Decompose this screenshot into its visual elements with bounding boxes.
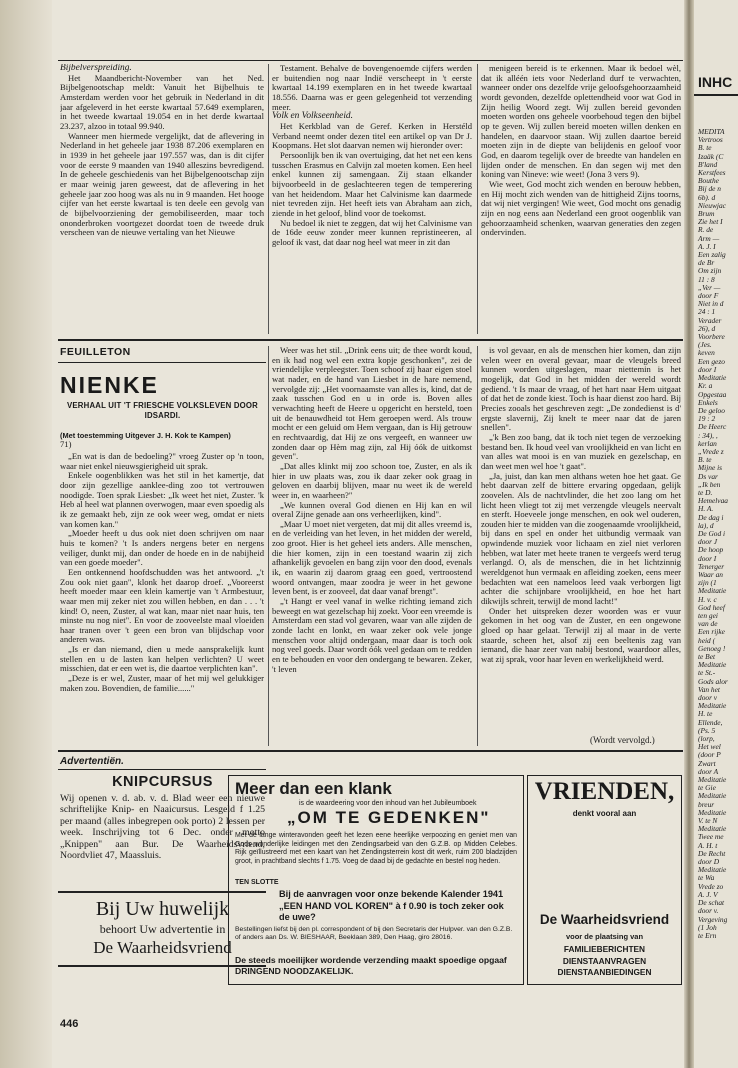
column-divider <box>268 346 269 746</box>
paragraph: is vol gevaar, en als de menschen hier komen, dan zijn velen weer en overal gevaar, maar de vleugels breed kunnen worden uitgeslagen, maar niettemin is het mogelijk, dat God in het midden der wereld wordt gediend. 't Is maar de vraag, of het hart naar Hem uitgaat of dat het de zonde kiest. Toch is haar dienst zoo hard. Bij Precies zooals het geschreven zegt: „De zondedienst is d' ergste slavernij, Zij knelt te meer naar dat de jaren snellen". <box>481 346 681 433</box>
klank-footer: De steeds moeilijker wordende verzending maakt spoedige opgaaf DRINGEND NOODZAKELIJK. <box>235 955 507 976</box>
next-page-index-line: (Ps. 5 <box>698 725 716 735</box>
feuilleton-column-2 <box>272 346 472 746</box>
feuilleton-column-1 <box>60 452 264 747</box>
klank-slot: TEN SLOTTE <box>235 879 279 886</box>
next-page-index-line: De geloo <box>698 405 725 415</box>
knipcursus-title: KNIPCURSUS <box>112 774 213 790</box>
vrienden-sub: denkt vooral aan <box>572 809 637 818</box>
next-page-index-line: Verader <box>698 315 722 325</box>
next-page-index-line: te Bet <box>698 652 716 661</box>
next-page-index-line: breur <box>698 799 715 809</box>
next-page-index-line: Hemelvaa <box>698 496 728 506</box>
vrienden-item: FAMILIEBERICHTEN <box>563 944 646 954</box>
paragraph: „Moeder heeft u dus ook niet doen schrijven om naar huis te komen? 't Is anders nergens beter en nergens veiliger, dunkt mij, dan onder de hoede en in de nabijheid van een goede moeder". <box>60 528 264 568</box>
next-page-index-line: Tenerger <box>698 561 725 571</box>
next-page-index-line: Bouthe <box>698 176 719 186</box>
feuilleton-label-underline <box>58 362 266 363</box>
next-page-index-line: Waar an <box>698 569 723 579</box>
next-page-index-line: A. H. t <box>698 840 718 850</box>
paragraph: „Dat alles klinkt mij zoo schoon toe, Zuster, en als ik hier in uw plaats was, zou ik daar zeker ook graag in geloven en daarbij blijven, maar nu weet ik de wereld weer in, en waarheen?" <box>272 460 472 500</box>
next-page-index-line: Zwart <box>698 758 716 768</box>
article-heading: Volk en Volkseenheid. <box>272 111 353 122</box>
ads-label-underline <box>58 769 266 770</box>
column-divider <box>477 64 478 334</box>
paragraph: „'k Ben zoo bang, dat ik toch niet tegen de verzoeking bestand ben. Ik houd veel van vroolijkheid en van licht en van alles wat mooi is en van muziek en gezelschap, en dan weet men wel hoe 't gaat". <box>481 431 681 471</box>
next-page-index-line: Ds var <box>698 471 718 481</box>
next-page-index-line: B. te <box>698 143 712 153</box>
next-page-index-line: Mijne is <box>698 463 723 473</box>
next-page-index <box>694 128 738 1008</box>
next-page-index-line: Meditatie <box>698 791 727 801</box>
next-page-index-line: Twee me <box>698 832 724 842</box>
next-page-index-line: Izaäk (C <box>698 151 724 161</box>
next-page-index-line: 19 : 2 <box>698 414 716 424</box>
next-page-index-line: van de <box>698 619 718 629</box>
next-page-index-line: 11 : 8 <box>698 274 715 284</box>
next-page-index-line: (Jes. <box>698 340 712 350</box>
paragraph: Weer was het stil. „Drink eens uit; de thee wordt koud, en ik had nog wel een extra kopje geschonken", zei de vriendelijke verpleegster. Toen schoof zij haar eigen stoel wat nader, en de hand van Liesbet in de hare nemend, vervolgde zij: „Het voornaamste van alles is, kind, dat de zaak tusschen God en u in orde is. Boven alles verwachting heeft de Heere u opgericht en hersteld, toen uit de benauwdheid tot Hem geroepen werd. Als trouw mocht er een geluid om Hem vergaan, dan is Hij getrouw en rechtvaardig, dat Hij ze ons vergeeft, en wanneer uw zonden daar op Hèm mag zijn, zal Hij óók de uitkomst geven". <box>272 346 472 462</box>
paragraph: Nu bedoel ik niet te zeggen, dat wij het Calvinisme van de 16de eeuw zonder meer kunnen repristineeren, al geloof ik vast, dat daar nog heel wat meer in zit dan <box>272 217 472 247</box>
klank-body1: Met de lange winteravonden geeft het lezen eene heerlijke verpoozing en geniet men van Gods wonderlijke leidingen met den Zendingsarbeid van den G.Z.B. op Midden Celebes. Rijk geïllustreerd met een kaart van het Zendingsterrein kost dit werk, ruim 200 bladzijden groot, in prachtband slechts f 1.75. Voeg de daad bij de gedachte en bestel nog heden. <box>235 832 517 865</box>
next-page-index-line: Ellende, <box>698 717 723 727</box>
page-fold <box>684 0 694 1068</box>
feuilleton-label: FEUILLETON <box>60 346 131 358</box>
next-page-index-line: 24 : 1 <box>698 307 716 317</box>
huwelijk-line1: Bij Uw huwelijk <box>95 898 230 920</box>
next-page-index-line: 26), d <box>698 323 716 333</box>
next-page-index-line: Brum <box>698 209 715 219</box>
ads-rule <box>58 750 683 752</box>
paragraph: Een ontkennend hoofdschudden was het antwoord. „'t Zou ook niet gaan", klonk het daarop droef. „Vooreerst heeft moeder maar een klein kamertje van 't Armbestuur, waar men mij zeker niet zou willen hebben, en dan . . . 't kind! O, neen, Zuster, al wat kan, maar niet naar huis, ten minste nu nog niet". En voor de zooveelste maal vloeiden haar tranen over 't geen een bron van blijdschap voor anderen was. <box>60 566 264 645</box>
next-page-index-line: Meditatie <box>698 373 727 383</box>
article-heading: Bijbelverspreiding. <box>60 64 132 73</box>
klank-title: Meer dan een klank <box>235 779 392 798</box>
vrienden-item: DIENSTAANVRAGEN <box>562 955 647 966</box>
column-divider <box>477 346 478 746</box>
next-page-index-line: keven <box>698 348 715 358</box>
next-page-index-line: Voorbere <box>698 332 725 342</box>
continued-note: (Wordt vervolgd.) <box>590 735 655 745</box>
next-page-index-line: Meditatie <box>698 865 727 875</box>
paragraph: Wie weet, God mocht zich wenden en berouw hebben, en Hij mocht zich wenden van de hittigheid Zijns toorns, dat wij niet vergingen! Wie weet, God mocht ons genadig zijn en nog eens aan Nederland een groot oogenblik van gehoorzaamheid schenken, waarvan generaties den zegen ondervinden. <box>481 178 681 238</box>
vrienden-items <box>528 944 681 979</box>
next-page-index-line: Gods alor <box>698 676 728 686</box>
next-page-index-line: door J <box>698 537 718 547</box>
next-page-index-line: te Wa <box>698 873 715 883</box>
next-page-index-line: door I <box>698 553 717 563</box>
ads-label: Advertentiën. <box>60 756 124 767</box>
next-page-index-line: te Gie <box>698 783 716 793</box>
next-page-index-line: Vrede zo <box>698 881 724 891</box>
next-page-index-line: De schat <box>698 898 725 908</box>
next-page-index-line: B. te <box>698 455 712 465</box>
story-subtitle: VERHAAL UIT 'T FRIESCHE VOLKSLEVEN DOOR IDSARDI. <box>66 401 259 420</box>
paragraph: Persoonlijk ben ik van overtuiging, dat het net een kens tusschen Erasmus en Calvijn zal moeten komen. Een heel enkel kunnen zij samengaan. Zij staan elkander bijvoorbeeld in de geslachteeren tegen de temperering van het heidendom. Maar het Calvinisme kan daarmede niet tevreden zijn. Het heeft iets van Abraham aan zich, ziende in het geloof, blind voor de toekomst. <box>272 149 472 218</box>
next-page-index-line: : 34), , <box>698 430 718 440</box>
next-page-header: INHC <box>698 74 733 90</box>
next-page-index-line: God heef <box>698 602 725 612</box>
story-title: NIENKE <box>60 372 159 398</box>
feuilleton-rule <box>58 339 683 341</box>
next-page-index-line: te St.- <box>698 668 716 678</box>
next-page-index-line: la), d <box>698 520 714 530</box>
next-page-index-line: A. J. V <box>698 889 718 899</box>
next-page-index-line: te D. <box>698 487 713 497</box>
publisher-permission: (Met toestemming Uitgever J. H. Kok te Kampen) <box>60 431 231 440</box>
paragraph: „We kunnen overal God dienen en Hij kan en wil overal Zijne genade aan ons verheerlijken, kind". <box>272 499 472 520</box>
paragraph: „Ja, juist, dan kan men althans weten hoe het gaat. Ge hebt daarvan zelf de bittere ervaring opgedaan, gelijk zoovelen. Als de nachtvlinder, die het zoo lang om het licht heen vliegt tot zij met verzengde vleugels neervalt en sterft. Hoeveele jonge menschen, en ook wel ouderen, zouden hier te midden van die zoogenaamde vroolijkheid, bij dans en spel en onder het uitbundig vermaak van opwindende muziek voor lichaam en ziel niet verloren hebben, wat later met heete tranen te vergeefs werd terug verlangd. O, als de menschen, die in het lichtzinnig wereldgenot hun vermaak en afleiding zoeken, eens meer bedachten wat een nameloos leed vaak verborgen ligt achter die schijnbare vroolijkheid, en hoe het hart dikwijls schreit, terwijl de mond lacht!" <box>481 470 681 607</box>
next-page-index-line: Om zijn <box>698 266 722 276</box>
next-page-index-line: heid ( <box>698 635 716 645</box>
column-divider <box>268 64 269 334</box>
next-page-index-line: (lorp, <box>698 734 715 744</box>
paragraph: „'t Hangt er veel vanaf in welke richting iemand zich beweegt en wat gezelschap hij zoekt. Voor een vreemde is Amsterdam een stad vol gevaren, waar van alle zijden de zonde lacht en lonkt, en waar zeker ook vele jonge menschen voor altijd ondergaan, maar daar is toch ook nog veel goeds. Daar wordt óók veel gedaan om te redden en te behouden en voor den ondergang te bewaren. Zeker, 't leven <box>272 596 472 674</box>
huwelijk-line2: behoort Uw advertentie in <box>99 922 226 936</box>
next-page-index-line: De dag i <box>698 512 724 522</box>
next-page-index-line: Zie het I <box>698 217 723 227</box>
next-page-index-line: B'land <box>698 159 718 169</box>
next-page-index-line: Meditatie <box>698 701 727 711</box>
next-page-index-line: Een gezo <box>698 356 725 366</box>
paragraph: „Deze is er wel, Zuster, maar of het mij wel gelukkiger maken zou. Bovendien, de familie......" <box>60 673 264 693</box>
next-page-index-line: Opgestaa <box>698 389 727 399</box>
next-page-index-line: zijn (1 <box>698 578 717 588</box>
next-page-index-line: Het wel <box>698 742 721 752</box>
next-page-index-line: ten gei <box>698 610 718 620</box>
huwelijk-line3: De Waarheidsvriend <box>93 938 232 957</box>
paragraph: Onder het uitspreken dezer woorden was er vuur gekomen in het oog van de Zuster, en een ongewone gloed op haar gelaat. Terwijl zij al maar in de verte staarde, scheen het, alsof zij een beeltenis zag van iemand, die haar zeer van nabij bestond, waardoor alles, wat zij sprak, voor haar leven en werkelijkheid werd. <box>481 605 681 664</box>
next-page-index-line: „Ik ben <box>698 479 721 489</box>
publisher-note <box>60 431 265 449</box>
paragraph: Het Kerkblad van de Geref. Kerken in Herstéld Verband neemt onder dezen titel een artikel op van Dr J. Koopmans. Het slot daarvan nemen wij hieronder over: <box>272 120 472 151</box>
klank-sub: is de waardeering voor den inhoud van het Jubileumboek <box>299 800 477 807</box>
next-page-index-line: door v <box>698 693 718 703</box>
chapter-number: 71) <box>60 439 72 449</box>
next-page-index-line: Een rijke <box>698 627 725 637</box>
klank-book-title: „OM TE GEDENKEN" <box>287 808 491 827</box>
next-page-index-line: Kerstfees <box>698 168 726 178</box>
paragraph: „En wat is dan de bedoeling?" vroeg Zuster op 'n toon, waar niet enkel nieuwsgierigheid uit sprak. <box>60 452 264 471</box>
page-binding-edge <box>0 0 52 1068</box>
next-page-index-line: door I <box>698 364 717 374</box>
next-page-index-line: door A <box>698 766 719 776</box>
next-page-index-line: De Heerc <box>698 422 727 432</box>
next-page-index-line: Nieuwjac <box>698 200 726 210</box>
next-page-index-line: door D <box>698 857 720 867</box>
next-page-index-line: 6b). d <box>698 192 716 202</box>
next-page-index-line: V. te N <box>698 816 718 826</box>
next-page-index-line: Meditatie <box>698 807 727 817</box>
next-page-index-line: De God i <box>698 528 726 538</box>
vrienden-for: voor de plaatsing van <box>565 932 644 941</box>
top-rule <box>58 60 683 61</box>
next-page-index-line: „Vrede z <box>698 446 724 456</box>
next-page-index-line: H. te <box>698 709 713 719</box>
next-page-index-line: door v. <box>698 906 719 916</box>
paragraph: Enkele oogenblikken was het stil in het kamertje, dat door zijn gezellige aanklee-ding zoo tot vertrouwen noodigde. Toen sprak Liesbet: „Ik weet het niet, Zuster. 'k Heb al heel wat plannen overwogen, maar even spoedig als ik ze gemaakt heb, zijn ze ook weer weg, omdat er niets van komen kan." <box>60 470 264 529</box>
next-page-index-line: „Ver — <box>698 282 721 292</box>
feuilleton-column-3 <box>481 346 681 734</box>
paragraph: Wanneer men hiermede vergelijkt, dat de aflevering in Nederland in het geheele jaar 1938 87.206 exemplaren en in 1939 in het geheele jaar 197.557 was, dan is dit cijfer voor de eerste 9 maanden van 1940 alleszins bevredigend. In de geheele geschiedenis van het Bijbelgenootschap zijn er maar weinig jaren geweest, dat de aflevering in het geheele jaar zoo hoog was als nu in 9 maanden. Het hooge cijfer van het eerste kwartaal is ten deele een gevolg van de bijbelvoorziening der gemobiliseerden, maar toch ononderbroken voortgezet doordat toen de tweede druk verscheen van de nieuwe vertaling van het Nieuwe <box>60 130 264 238</box>
article-volk-en-volkseenheid <box>272 64 472 334</box>
klank-body2: Bij de aanvragen voor onze bekende Kalender 1941 „EEN HAND VOL KOREN" à f 0.90 is toch zeker ook de uwe? <box>279 889 504 922</box>
next-page-index-line: H. A. <box>698 504 714 514</box>
next-page-index-line: door F <box>698 291 719 301</box>
article-continuation <box>481 64 681 334</box>
next-page-index-line: Enkels <box>698 397 718 407</box>
paragraph: menigeen bereid is te erkennen. Maar ik bedoel wèl, dat ik alléén iets voor Nederland durf te verwachten, wanneer onder ons dezelfde vrije geloofsgehoorzaamheid wordt gevonden, dezelfde oplettendheid voor wat God in Zijn heilig Woord zegt. Wij zullen bereid gevonden moeten worden ons geheele voorbehoud tegen den bijbel op te geven. Wij zullen bereid moeten willen denken en handelen, en daarvoor staan. Wij zullen daartoe bereid moeten zijn in de diepte van belijdenis en geloof voor God, en daarom tegelijk over de breedte van handelen en lijden onder de menschen. En dan segen wij met den koning van Nineve: wie weet! (Jona 3 vers 9). <box>481 64 681 180</box>
vrienden-item: DIENSTAANBIEDINGEN <box>557 967 652 977</box>
next-page-index-line: Meditatie <box>698 586 727 596</box>
next-page-index-line: De Recht <box>698 848 726 858</box>
next-page-index-line: Kr. a <box>698 381 713 391</box>
next-page-index-line: Van het <box>698 684 720 694</box>
klank-body3: Bestellingen liefst bij den pl. correspondent of bij den Secretaris der Hulpver. van den G.Z.B. of anders aan Ds. W. BIESHAAR, Beeklaan 389, Den Haag, giro 28016. <box>235 926 513 942</box>
next-page-index-line: Vertroos <box>698 135 723 145</box>
next-page-index-line: kerlan <box>698 438 717 448</box>
paragraph: Testament. Behalve de bovengenoemde cijfers werden er buitendien nog naar Indië verscheept in 't eerste kwartaal 14.199 exemplaren en in het tweede kwartaal 18.556. Daarna was er geen gelegenheid tot verzending meer. <box>272 64 472 112</box>
next-page-index-line: Arm — <box>698 233 720 243</box>
next-page-strip <box>694 0 738 1068</box>
next-page-index-line: R. de <box>698 225 714 235</box>
vrienden-ad <box>527 775 682 985</box>
next-page-index-line: te Ern <box>698 930 717 940</box>
next-page-index-line: de Br <box>698 258 715 268</box>
next-page-index-line: Een zalig <box>698 250 726 260</box>
next-page-index-line: Genoeg ! <box>698 643 726 653</box>
knipcursus-text: Wij openen v. d. ab. v. d. Blad weer een nieuwe schriftelijke Knip- en Naaicursus. Lesgeld f 1.25 per maand (alles inbegrepen ook porto) 2 lessen per week. Inschrijving tot 6 Dec. onder motto „Knippen" aan Bur. De Waarheidsvriend, Noordvliet 47, Maassluis. <box>60 793 265 862</box>
next-page-index-line: A. J. I <box>698 241 716 251</box>
next-page-index-line: Bij de n <box>698 184 721 194</box>
next-page-index-line: Vergeving <box>698 914 728 924</box>
next-page-index-line: (door P <box>698 750 721 760</box>
klank-ad <box>228 775 524 985</box>
vrienden-title: VRIENDEN, <box>534 778 675 805</box>
next-page-index-line: Meditatie <box>698 824 727 834</box>
page-number: 446 <box>60 1018 79 1030</box>
next-page-index-line: De hoop <box>698 545 724 555</box>
next-page-header-rule <box>694 94 738 96</box>
paragraph: Het Maandbericht-November van het Ned. Bijbelgenootschap meldt: Vanuit het Bijbelhuis te Amsterdam werden voor het gebruik in Nederland in dit jaar afgeleverd in het eerste kwartaal 57.649 exemplaren, in het tweede kwartaal 19.054 en in het derde kwartaal 23.237, alzoo in totaal 99.940. <box>60 72 264 131</box>
next-page-index-line: MEDITA <box>698 128 725 136</box>
next-page-index-line: Niet in d <box>698 299 724 309</box>
vrienden-name: De Waarheidsvriend <box>539 912 670 927</box>
next-page-index-line: Meditatie <box>698 660 727 670</box>
next-page-index-line: H. v. c <box>698 594 717 604</box>
next-page-index-line: Meditatie <box>698 775 727 785</box>
paragraph: „Maar U moet niet vergeten, dat mij dit alles vreemd is, en de verleiding van het leven, in het midden der wereld, zoo groot. Hier is het geheel iets anders. Alle menschen, die hier komen, zijn in een toestand waarin zij zich afhankelijk gevoelen en bang zijn voor den dood, evenals ik, en waarin zij daarom graag een goed, vertroostend woord ontvangen, maar zoodra je weer in het gewone leven bent, is er zooveel, dat daar vanaf brengt". <box>272 518 472 597</box>
article-bijbelverspreiding <box>60 64 264 334</box>
next-page-index-line: (1 Joh <box>698 922 717 932</box>
paragraph: „Is er dan niemand, dien u mede aansprakelijk kunt stellen en u de lasten kan helpen verlichten? U weet misschien, dat er een wet is, die daartoe verplichten kan". <box>60 644 264 674</box>
